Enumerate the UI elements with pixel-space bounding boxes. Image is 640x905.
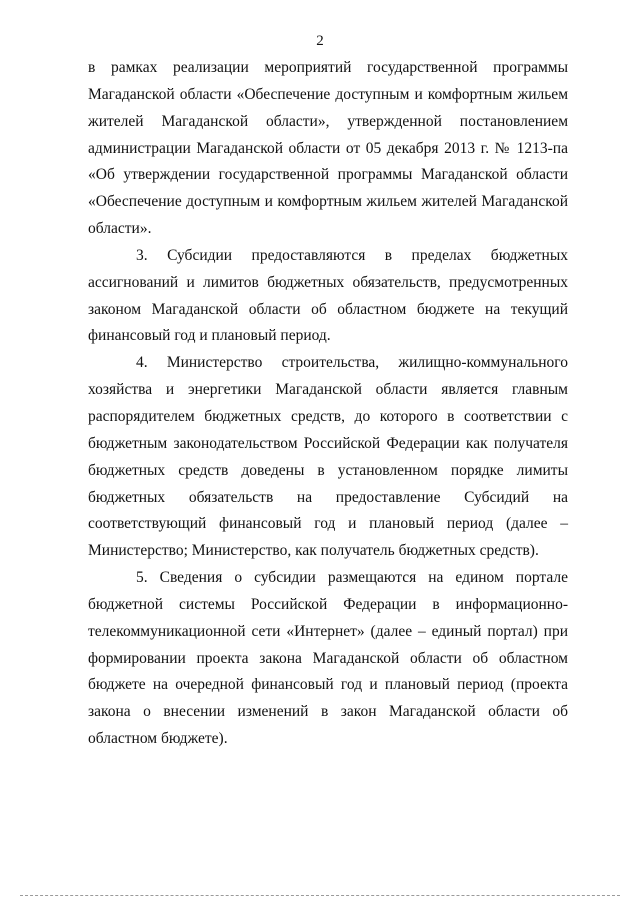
paragraph-item-4-ministry: 4. Министерство строительства, жилищно-коммунального хозяйства и энергетики Магаданской области является главным распорядителем бюджетных средств, до которого в соответствии с бюджетным законодательством Российской Федерации как получателя бюджетных средств доведены в установленном порядке лимиты бюджетных обязательств на предоставление Субсидий на соответствующий финансовый год и плановый период (далее – Министерство; Министерство, как получатель бюджетных средств). — [88, 354, 568, 560]
scan-bottom-edge — [20, 895, 620, 896]
document-body — [88, 55, 568, 753]
page-number: 2 — [316, 33, 324, 49]
paragraph-item-3-subsidy-limits: 3. Субсидии предоставляются в пределах бюджетных ассигнований и лимитов бюджетных обязательств, предусмотренных законом Магаданской области об областном бюджете на текущий финансовый год и плановый период. — [88, 246, 568, 345]
paragraph-item-5-portal: 5. Сведения о субсидии размещаются на едином портале бюджетной системы Российской Федерации в информационно-телекоммуникационной сети «Интернет» (далее – единый портал) при формировании проекта закона Магаданской области об областном бюджете на очередной финансовый год и плановый период (проекта закона о внесении изменений в закон Магаданской области об областном бюджете). — [88, 569, 568, 748]
paragraph-program-reference: в рамках реализации мероприятий государственной программы Магаданской области «Обеспечение доступным и комфортным жильем жителей Магаданской области», утвержденной постановлением администрации Магаданской области от 05 декабря 2013 г. № 1213-па «Об утверждении государственной программы Магаданской области «Обеспечение доступным и комфортным жильем жителей Магаданской области». — [88, 59, 568, 238]
